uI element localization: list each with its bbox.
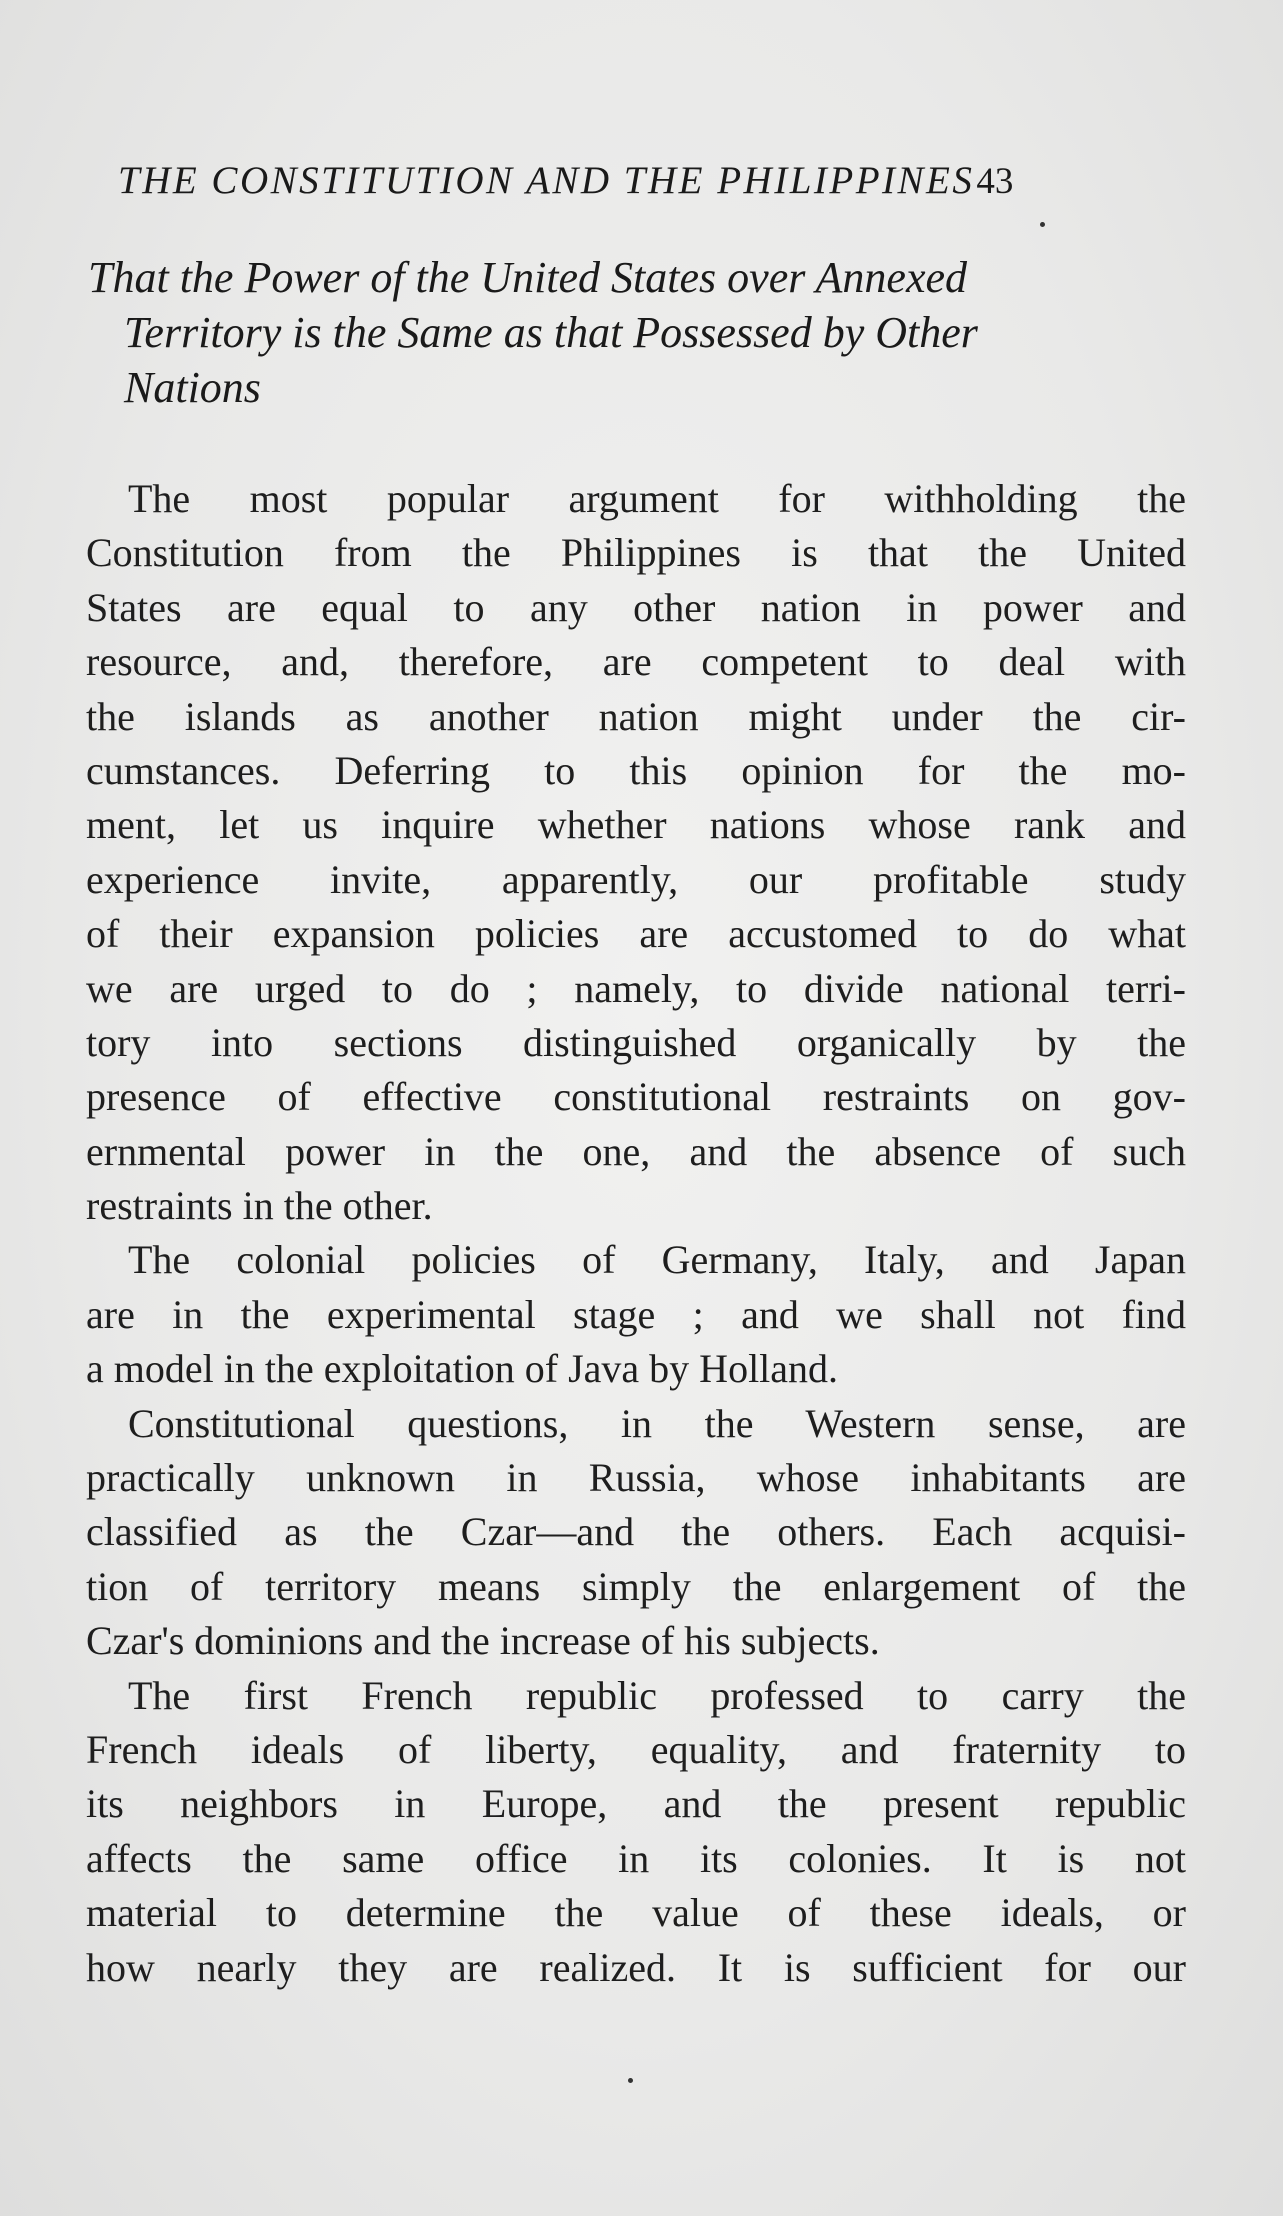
paragraph-line: cumstances. Deferring to this opinion for the mo- [86,747,1186,793]
section-heading-line: Nations [124,363,261,412]
section-heading-line: That the Power of the United States over Annexed [88,253,968,302]
paragraph-line: classified as the Czar—and the others. Each acquisi- [86,1509,1186,1555]
paragraph-line: its neighbors in Europe, and the present republic [86,1781,1186,1827]
paragraph-line: affects the same office in its colonies. It is not [86,1835,1186,1881]
paragraph-line: ernmental power in the one, and the absence of such [86,1128,1186,1174]
paragraph-line: of their expansion policies are accustomed to do what [86,911,1186,957]
paragraph-line: are in the experimental stage ; and we shall not find [86,1291,1186,1337]
paragraph-line: ment, let us inquire whether nations whose rank and [86,802,1186,848]
running-head [118,158,1188,203]
paragraph-line: resource, and, therefore, are competent to deal with [86,639,1186,685]
printer-mark [1040,222,1045,227]
section-heading [88,250,1198,415]
paragraph-line: presence of effective constitutional restraints on gov- [86,1074,1186,1120]
paragraph-line: States are equal to any other nation in power and [86,584,1186,630]
paragraph-line: tion of territory means simply the enlargement of the [86,1563,1186,1609]
paragraph-line: the islands as another nation might under the cir- [86,693,1186,739]
paragraph-line: Constitution from the Philippines is that the United [86,530,1186,576]
paragraph-line: Constitutional questions, in the Western sense, are [128,1400,1186,1446]
paragraph-line: we are urged to do ; namely, to divide national terri- [86,965,1186,1011]
paragraph-line: experience invite, apparently, our profitable study [86,856,1186,902]
paragraph-line: The colonial policies of Germany, Italy, and Japan [128,1237,1186,1283]
paragraph-line: The first French republic professed to carry the [128,1672,1186,1718]
paragraph-line: tory into sections distinguished organically by the [86,1019,1186,1065]
paragraph-line: The most popular argument for withholding the [128,476,1186,521]
paragraph-line: restraints in the other. [86,1183,433,1229]
section-heading-line: Territory is the Same as that Possessed by Other [124,308,978,357]
running-head-title: THE CONSTITUTION AND THE PHILIPPINES [118,159,975,202]
paragraph-line: Czar's dominions and the increase of his subjects. [86,1618,880,1664]
page-number: 43 [976,161,1014,202]
paragraph-line: material to determine the value of these ideals, or [86,1890,1186,1936]
printer-mark [628,2078,633,2083]
paragraph-line: French ideals of liberty, equality, and fraternity to [86,1726,1186,1772]
paragraph-line: how nearly they are realized. It is sufficient for our [86,1944,1186,1990]
body-text [86,472,1186,1995]
paragraph-line: practically unknown in Russia, whose inhabitants are [86,1455,1186,1501]
paragraph-line: a model in the exploitation of Java by Holland. [86,1346,839,1392]
